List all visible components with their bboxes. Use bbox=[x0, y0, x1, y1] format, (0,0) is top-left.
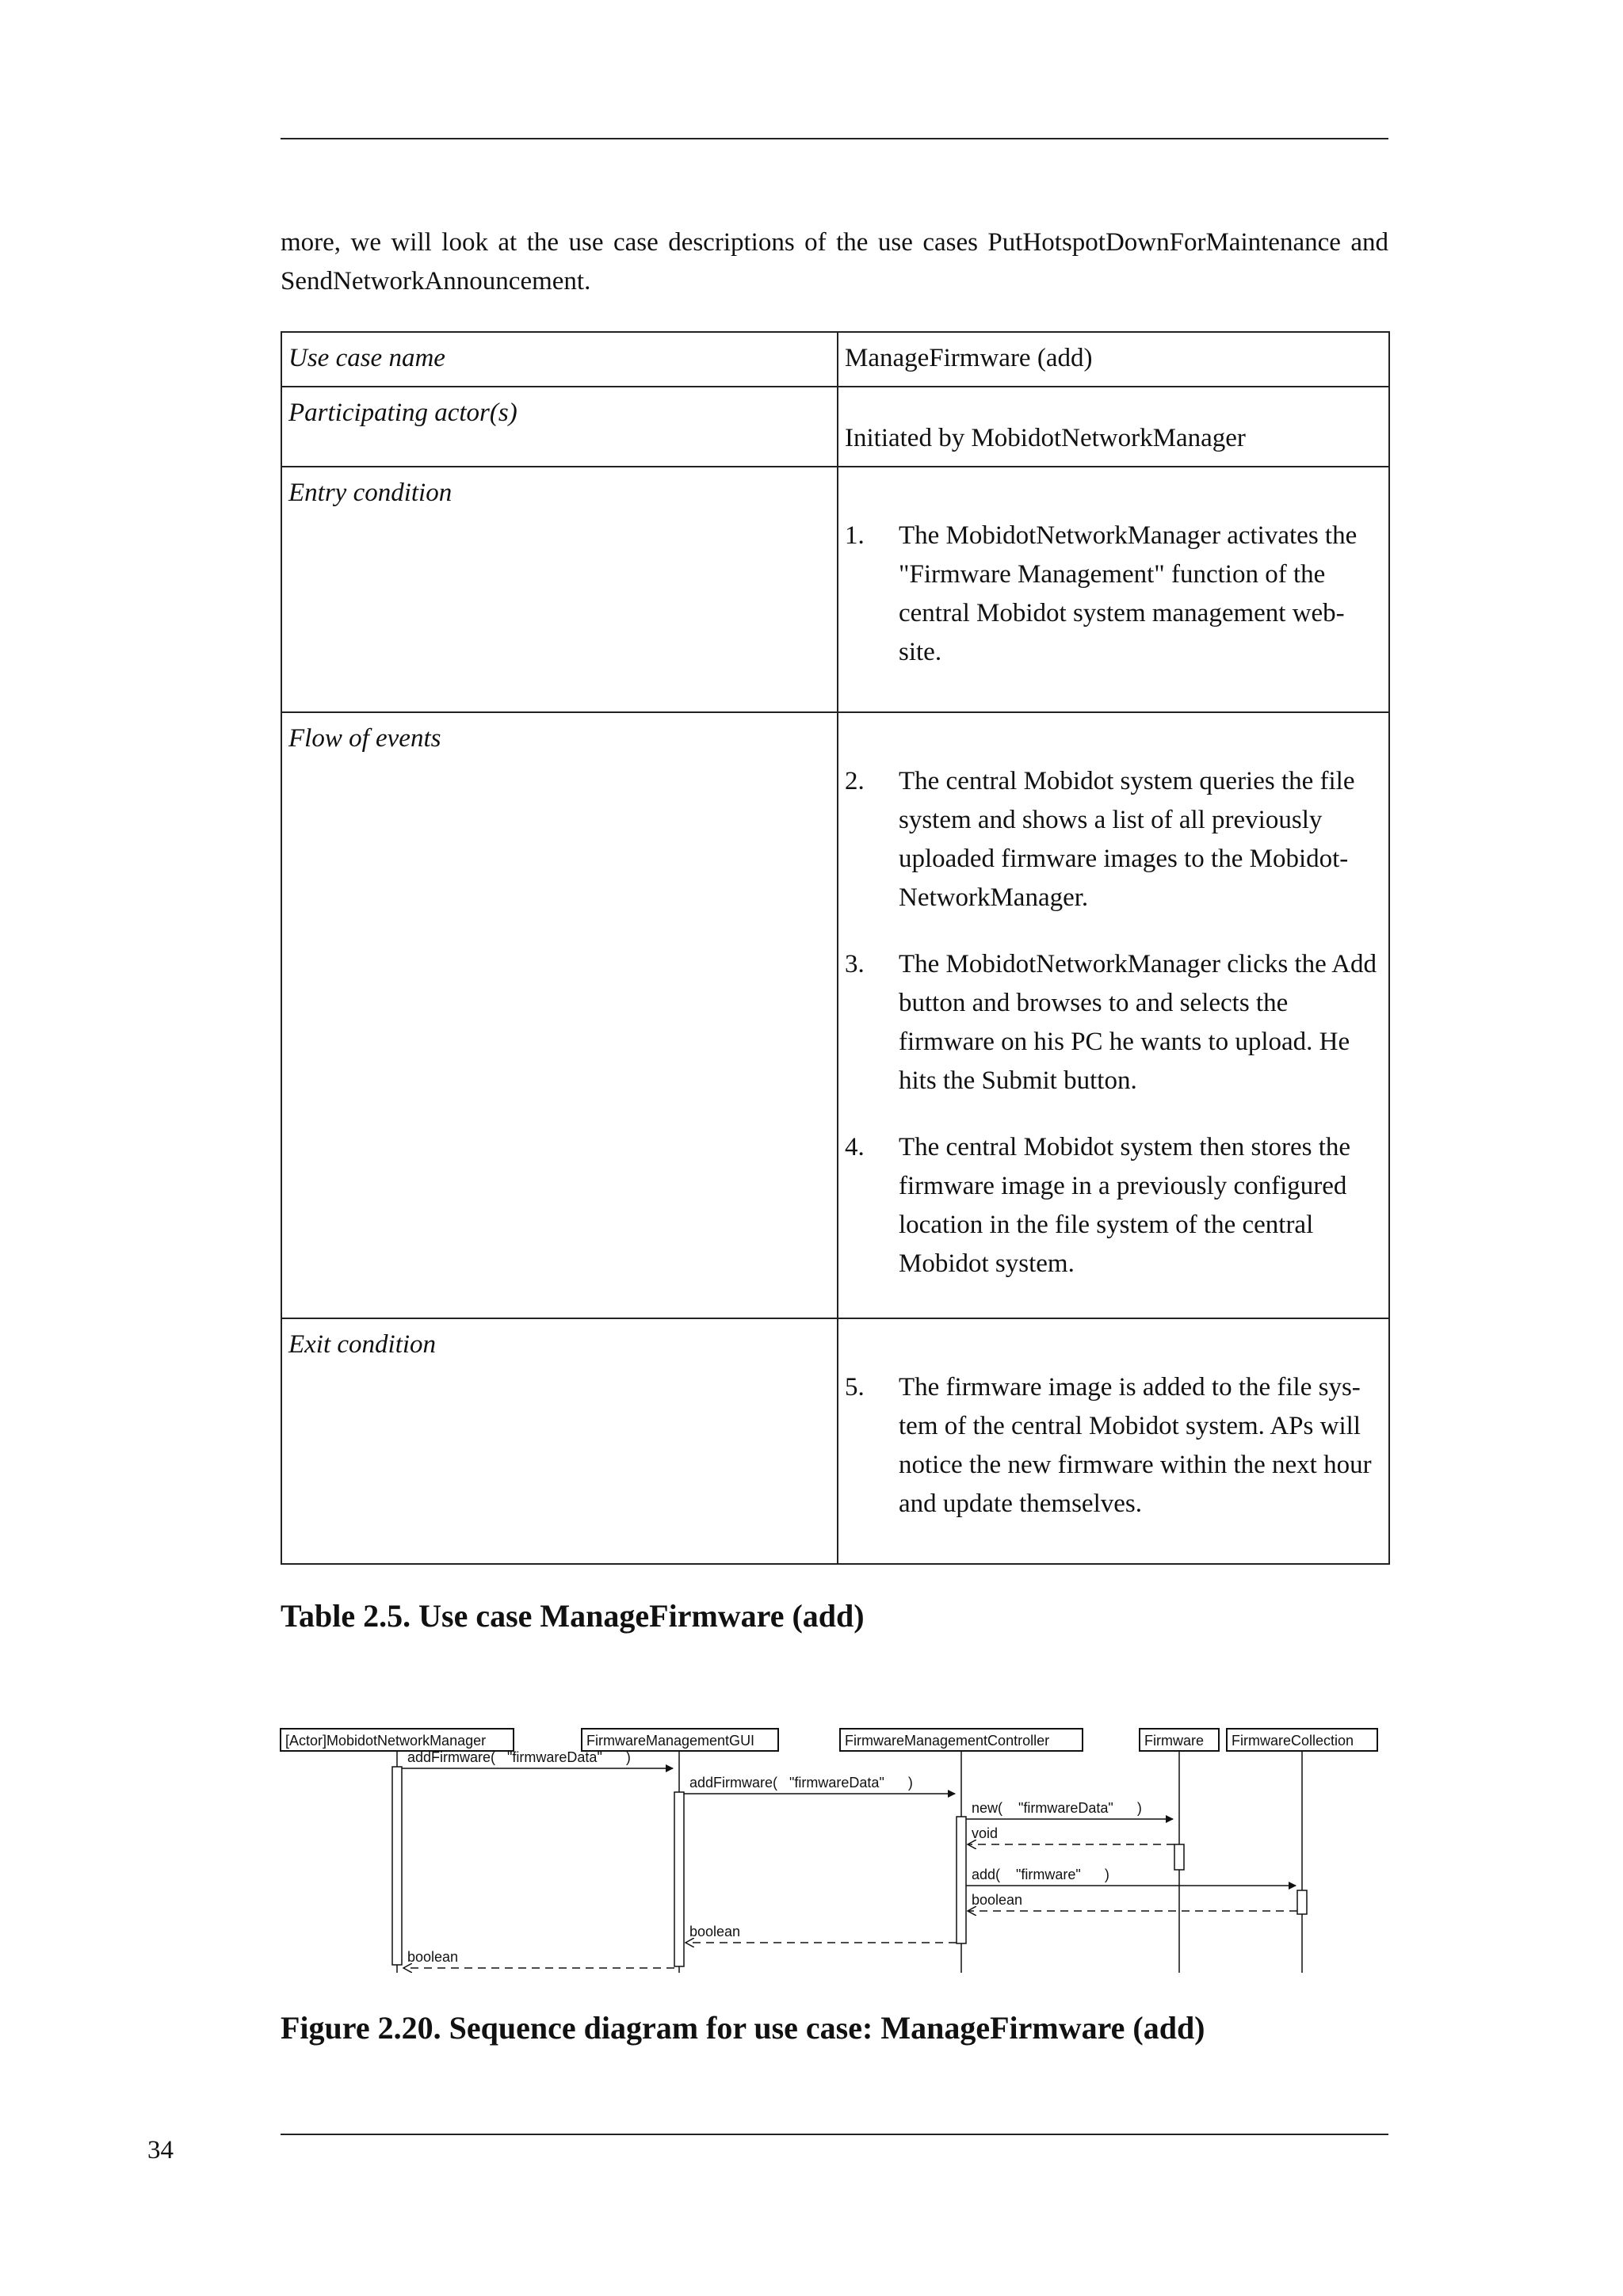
step-number: 1. bbox=[845, 521, 865, 550]
row-steps bbox=[838, 1318, 1389, 1564]
message-label: addFirmware( "firmwareData" ) bbox=[689, 1775, 913, 1791]
message-label: new( "firmwareData" ) bbox=[972, 1800, 1142, 1816]
message-call bbox=[684, 1775, 955, 1794]
row-label: Participating actor(s) bbox=[281, 387, 838, 467]
step-list bbox=[845, 1368, 1382, 1524]
lifeline-collection bbox=[1227, 1729, 1377, 1973]
message-label: addFirmware( "firmwareData" ) bbox=[407, 1749, 631, 1765]
list-item bbox=[845, 1128, 1382, 1283]
lifeline-label: FirmwareCollection bbox=[1232, 1733, 1354, 1749]
message-return bbox=[685, 1924, 957, 1943]
step-list bbox=[845, 762, 1382, 1283]
footer-rule bbox=[281, 2134, 1388, 2135]
row-steps bbox=[838, 712, 1389, 1318]
lifeline-label: [Actor]MobidotNetworkManager bbox=[285, 1733, 487, 1749]
table-row bbox=[281, 467, 1389, 712]
lifeline-gui bbox=[582, 1729, 778, 1973]
message-call bbox=[402, 1749, 673, 1768]
message-return bbox=[968, 1825, 1174, 1844]
row-label: Flow of events bbox=[281, 712, 838, 1318]
message-label: boolean bbox=[972, 1892, 1023, 1908]
activation-bar bbox=[392, 1767, 402, 1965]
page-number: 34 bbox=[147, 2136, 174, 2164]
lifeline-label: FirmwareManagementController bbox=[845, 1733, 1050, 1749]
header-rule bbox=[281, 138, 1388, 139]
step-text: The firmware image is added to the file sys-tem of the central Mobidot system. APs will notice the new firmware within the next hour and update themselves. bbox=[899, 1373, 1372, 1518]
table-row bbox=[281, 387, 1389, 467]
list-item bbox=[845, 762, 1382, 917]
activation-bar bbox=[957, 1817, 966, 1943]
intro-paragraph: more, we will look at the use case descriptions of the use cases PutHotspotDownForMaintenance and SendNetworkAnnouncement. bbox=[281, 228, 1388, 296]
activation-bar bbox=[1174, 1844, 1184, 1870]
step-list bbox=[845, 517, 1382, 672]
step-text: The central Mobidot system then stores the firmware image in a previously configured location in the file system of the central Mobidot system. bbox=[899, 1133, 1351, 1278]
row-label: Entry condition bbox=[281, 467, 838, 712]
row-value-text: Initiated by MobidotNetworkManager bbox=[845, 424, 1246, 452]
message-call bbox=[966, 1867, 1296, 1886]
table-caption: Table 2.5. Use case ManageFirmware (add) bbox=[281, 1598, 865, 1634]
step-text: The MobidotNetworkManager clicks the Add button and browses to and selects the firmware on his PC he wants to upload. He hits the Submit button. bbox=[899, 950, 1377, 1095]
message-return bbox=[968, 1892, 1297, 1911]
row-label: Exit condition bbox=[281, 1318, 838, 1564]
use-case-table bbox=[281, 331, 1390, 1565]
list-item bbox=[845, 945, 1382, 1100]
lifeline-controller bbox=[840, 1729, 1083, 1973]
step-number: 5. bbox=[845, 1373, 865, 1402]
lifeline-firmware bbox=[1140, 1729, 1219, 1973]
sequence-diagram bbox=[279, 1727, 1388, 1981]
step-text: The MobidotNetworkManager activates the "Firmware Management" function of the central Mobidot system management web-site. bbox=[899, 521, 1358, 666]
activation-bar bbox=[674, 1792, 684, 1966]
table-row bbox=[281, 332, 1389, 387]
activation-bar bbox=[1297, 1890, 1307, 1914]
lifeline-actor bbox=[281, 1729, 514, 1973]
table-row bbox=[281, 712, 1389, 1318]
message-call bbox=[966, 1800, 1173, 1819]
step-text: The central Mobidot system queries the file system and shows a list of all previously uploaded firmware images to the Mobidot-NetworkManager. bbox=[899, 767, 1355, 912]
lifeline-label: Firmware bbox=[1144, 1733, 1204, 1749]
message-label: boolean bbox=[689, 1924, 741, 1939]
row-value bbox=[838, 387, 1389, 467]
figure-caption: Figure 2.20. Sequence diagram for use case: ManageFirmware (add) bbox=[281, 2010, 1205, 2046]
message-label: add( "firmware" ) bbox=[972, 1867, 1109, 1882]
message-label: boolean bbox=[407, 1949, 459, 1965]
row-value: ManageFirmware (add) bbox=[838, 332, 1389, 387]
message-label: void bbox=[972, 1825, 999, 1841]
step-number: 4. bbox=[845, 1133, 865, 1161]
row-label: Use case name bbox=[281, 332, 838, 387]
row-steps bbox=[838, 467, 1389, 712]
step-number: 3. bbox=[845, 950, 865, 978]
lifeline-label: FirmwareManagementGUI bbox=[586, 1733, 755, 1749]
message-return bbox=[403, 1949, 674, 1968]
list-item bbox=[845, 517, 1382, 672]
list-item bbox=[845, 1368, 1382, 1524]
step-number: 2. bbox=[845, 767, 865, 795]
table-row bbox=[281, 1318, 1389, 1564]
